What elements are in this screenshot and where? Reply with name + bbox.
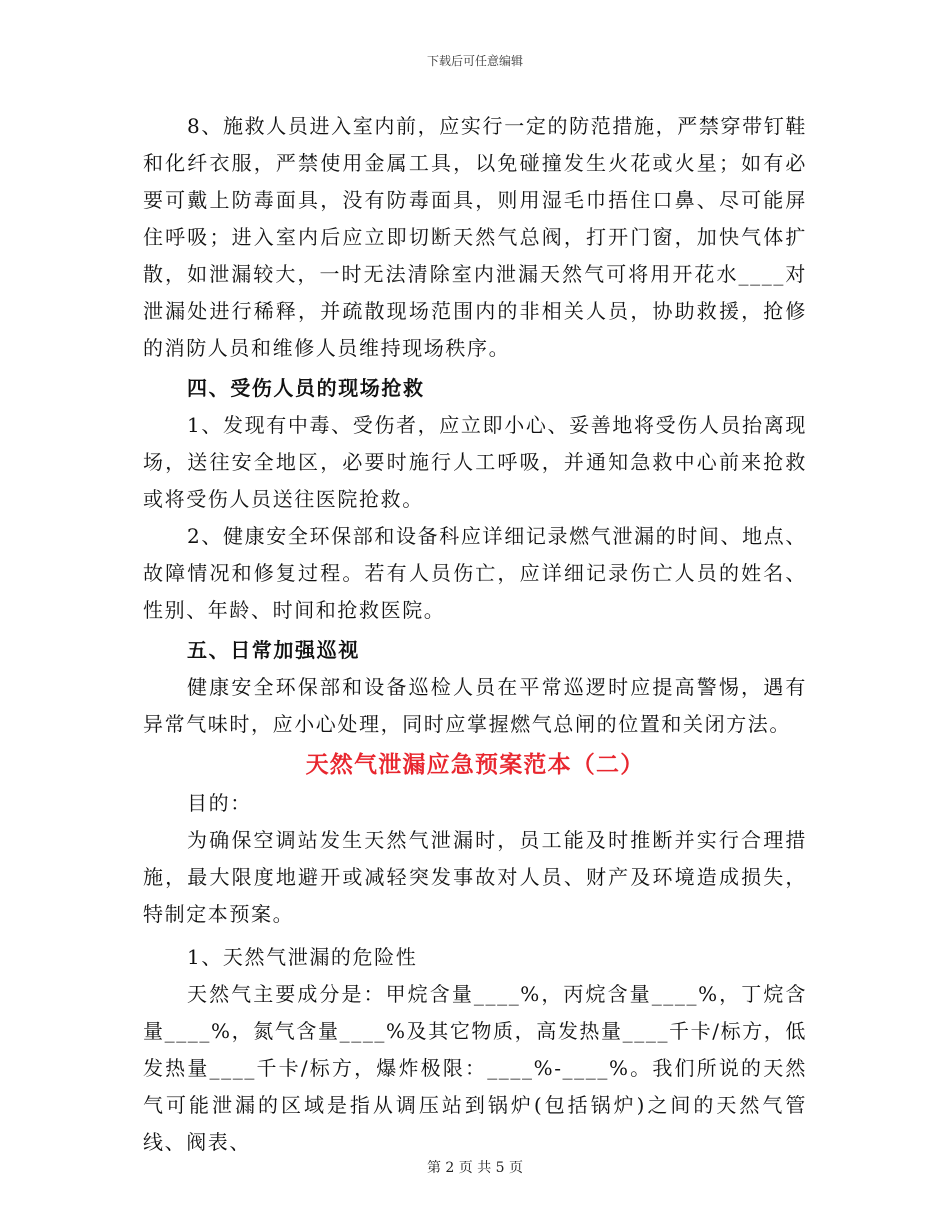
paragraph-item-8: 8、施救人员进入室内前，应实行一定的防范措施，严禁穿带钉鞋和化纤衣服，严禁使用金属工具，以免碰撞发生火花或火星；如有必要可戴上防毒面具，没有防毒面具，则用湿毛巾捂住口鼻、尽可能屏住呼吸；进入室内后应立即切断天然气总阀，打开门窗，加快气体扩散，如泄漏较大，一时无法清除室内泄漏天然气可将用开花水____对泄漏处进行稀释，并疏散现场范围内的非相关人员，协助救援，抢修的消防人员和维修人员维持现场秩序。 <box>143 114 807 360</box>
purpose-text: 为确保空调站发生天然气泄漏时，员工能及时推断并实行合理措施，最大限度地避开或减轻突发事故对人员、财产及环境造成损失，特制定本预案。 <box>143 828 807 926</box>
paragraph-injury-1: 1、发现有中毒、受伤者，应立即小心、妥善地将受伤人员抬离现场，送往安全地区，必要时施行人工呼吸，并通知急救中心前来抢救或将受伤人员送往医院抢救。 <box>143 413 807 511</box>
section-heading-5: 五、日常加强巡视 <box>187 638 360 662</box>
document-body <box>143 108 807 1161</box>
header-note: 下载后可任意编辑 <box>426 54 523 68</box>
section-1-heading: 1、天然气泄漏的危险性 <box>187 945 418 969</box>
section-1-text: 天然气主要成分是：甲烷含量____%，丙烷含量____%，丁烷含量____%，氮气含量____%及其它物质，高发热量____千卡/标方，低发热量____千卡/标方，爆炸极限：____%-____%。我们所说的天然气可能泄漏的区域是指从调压站到锅炉(包括锅炉)之间的天然气管线、阀表、 <box>143 982 807 1154</box>
page-footer: 第 2 页 共 5 页 <box>426 1160 524 1176</box>
paragraph-injury-2: 2、健康安全环保部和设备科应详细记录燃气泄漏的时间、地点、故障情况和修复过程。若有人员伤亡，应详细记录伤亡人员的姓名、性别、年龄、时间和抢救医院。 <box>143 524 807 622</box>
section-heading-4: 四、受伤人员的现场抢救 <box>187 376 425 400</box>
document-title-2: 天然气泄漏应急预案范本（二） <box>305 751 645 778</box>
paragraph-patrol: 健康安全环保部和设备巡检人员在平常巡逻时应提高警惕，遇有异常气味时，应小心处理，同时应掌握燃气总闸的位置和关闭方法。 <box>143 675 807 736</box>
purpose-label: 目的： <box>187 791 252 815</box>
